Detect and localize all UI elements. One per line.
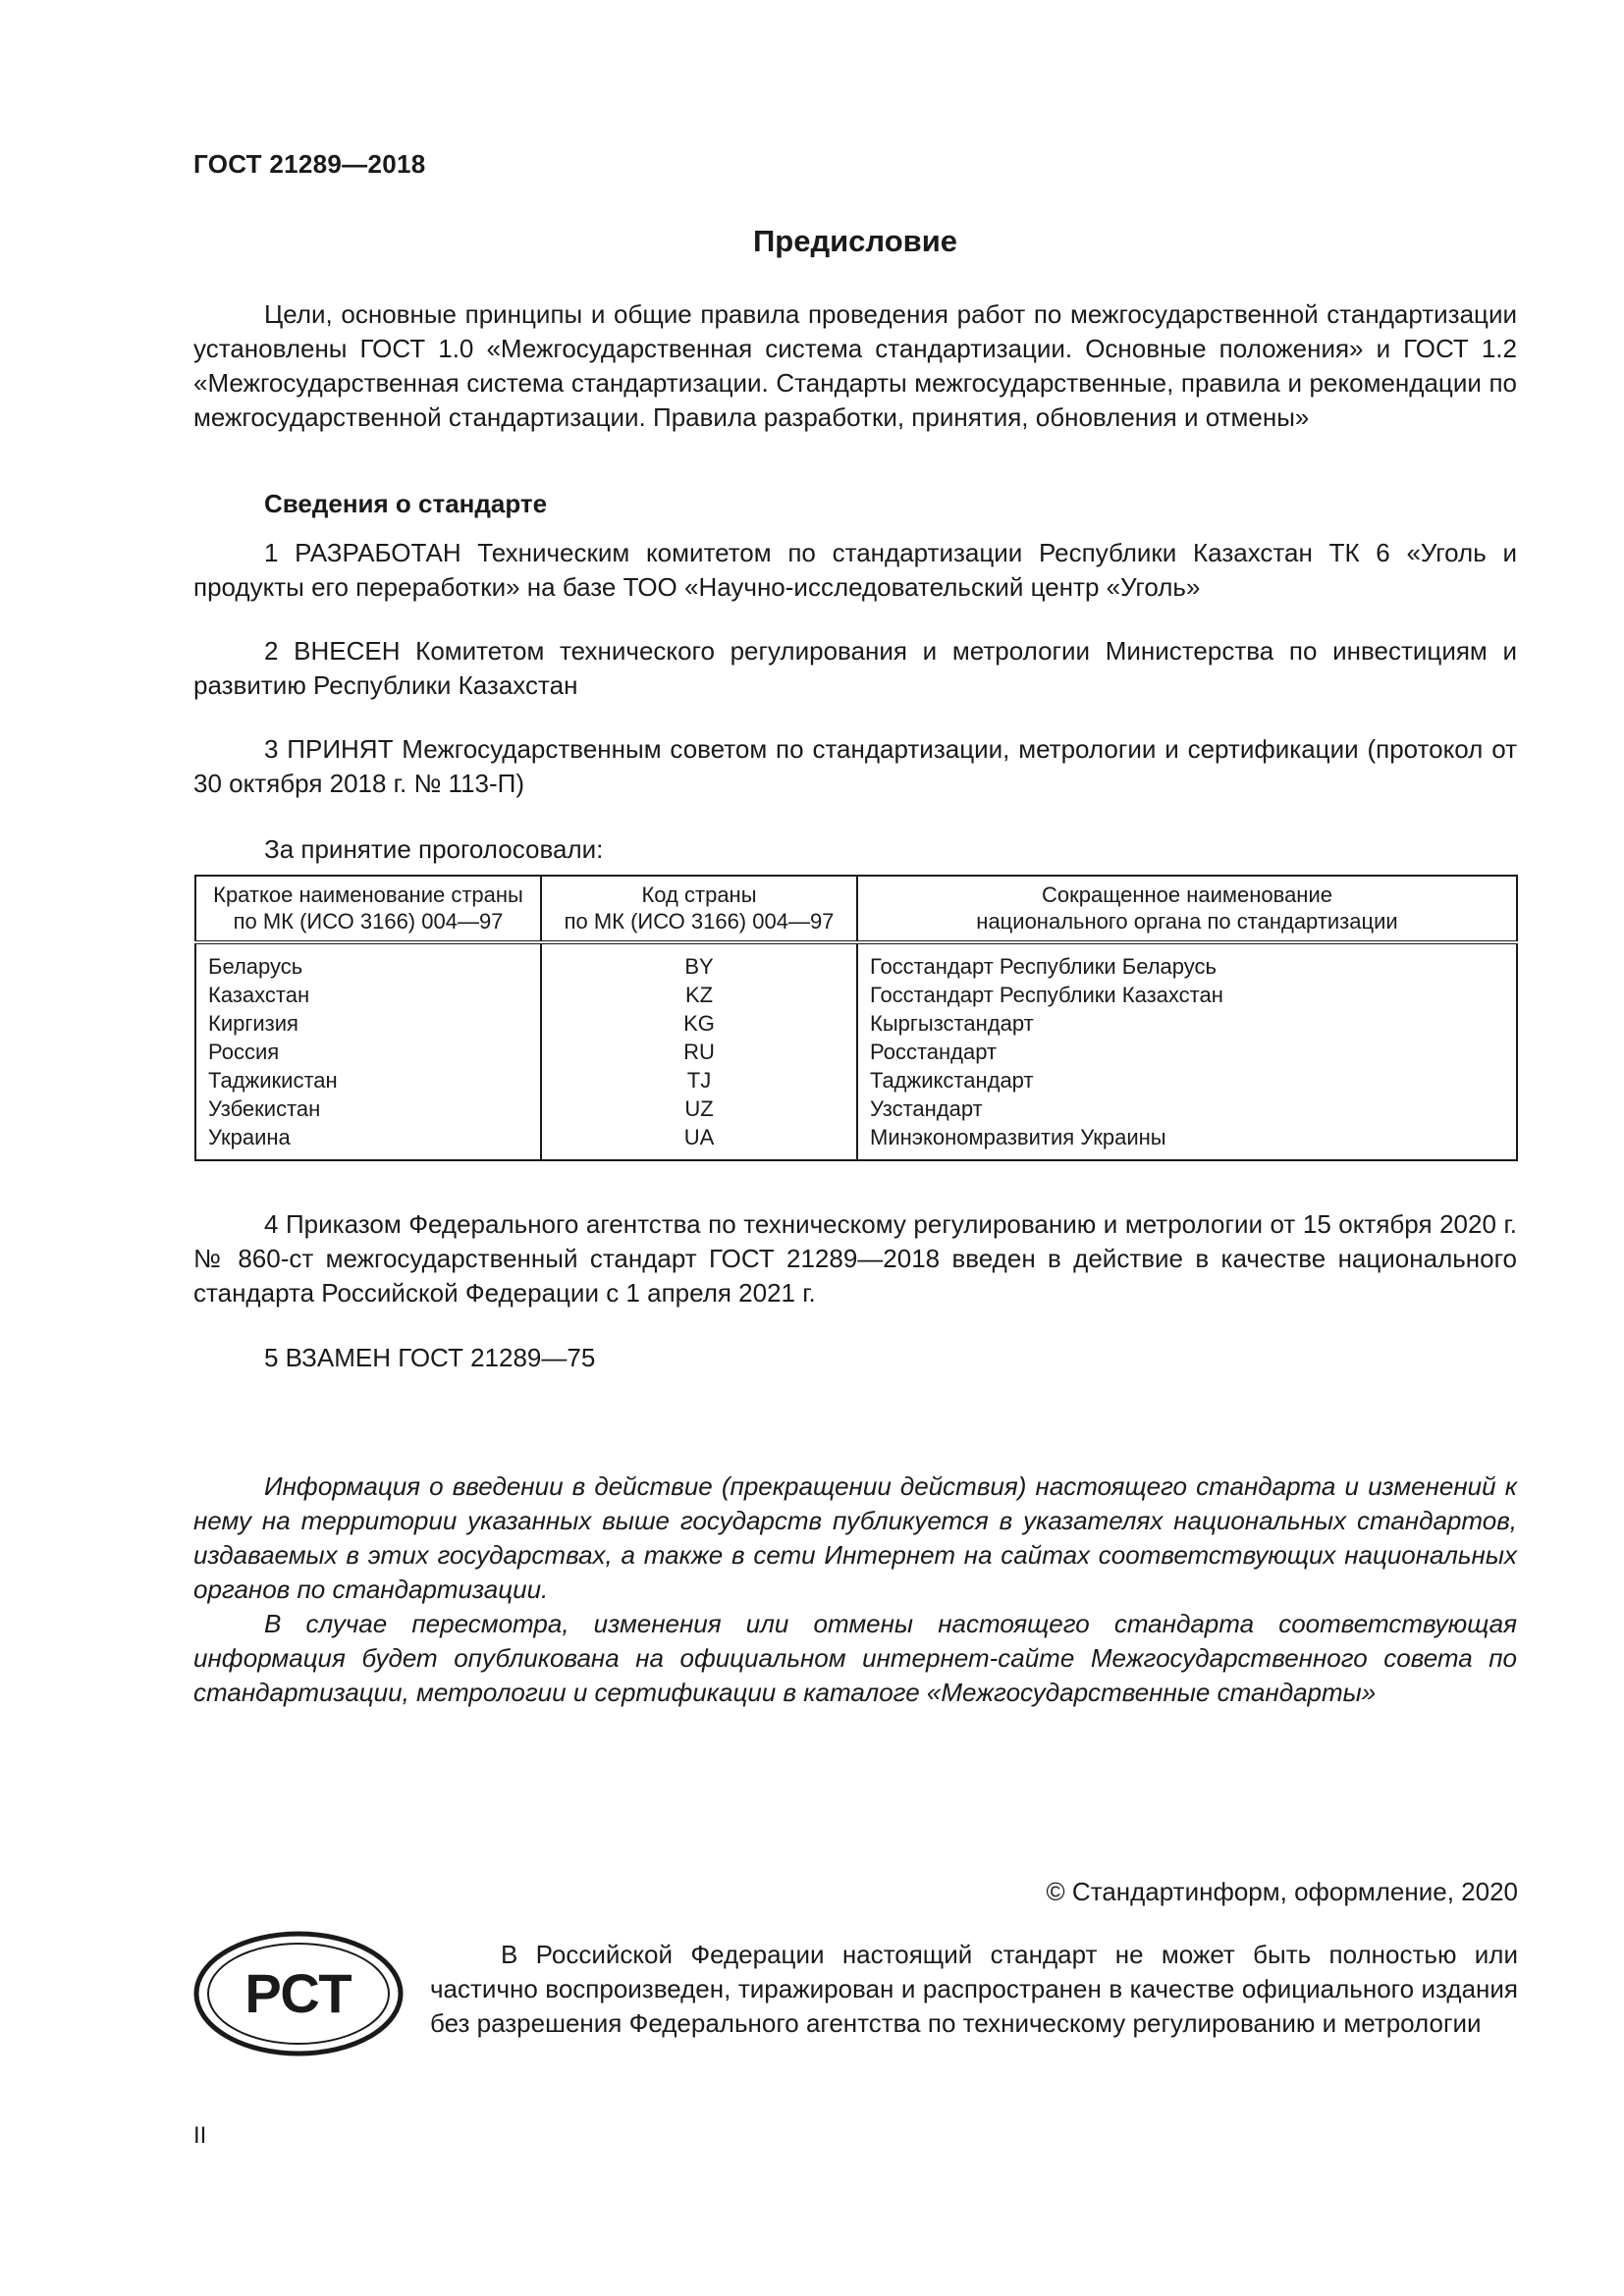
header-code-line1: Код страны <box>641 882 757 907</box>
cell-body: Росстандарт <box>857 1038 1517 1066</box>
page-title: Предисловие <box>752 224 957 258</box>
table-row <box>195 1123 1517 1160</box>
cell-code: RU <box>541 1038 857 1066</box>
cell-body: Узстандарт <box>857 1095 1517 1123</box>
intro-paragraph: Цели, основные принципы и общие правила проведения работ по межгосударственной стандартизации установлены ГОСТ 1.0 «Межгосударственная система стандартизации. Основные положения» и ГОСТ 1.2 «Межгосударственная система стандартизации. Стандарты межгосударственные, правила и рекомендации по межгосударственной стандартизации. Правила разработки, принятия, обновления и отмены» <box>193 299 1517 432</box>
cell-country: Россия <box>195 1038 541 1066</box>
document-code: ГОСТ 21289—2018 <box>193 149 426 179</box>
table-header-row <box>195 876 1517 942</box>
item-developed: 1 РАЗРАБОТАН Техническим комитетом по стандартизации Республики Казахстан ТК 6 «Уголь и продукты его переработки» на базе ТОО «Научно-исследовательский центр «Уголь» <box>193 538 1517 602</box>
rst-emblem-icon <box>192 1930 405 2057</box>
voted-label: За принятие проголосовали: <box>264 834 604 864</box>
cell-code: TJ <box>541 1066 857 1095</box>
cell-country: Киргизия <box>195 1009 541 1038</box>
page-number: II <box>193 2122 207 2149</box>
cell-code: UA <box>541 1123 857 1160</box>
header-body-line2: национального органа по стандартизации <box>976 909 1398 934</box>
cell-country: Таджикистан <box>195 1066 541 1095</box>
header-body <box>857 876 1517 942</box>
cell-country: Казахстан <box>195 981 541 1009</box>
table-row <box>195 981 1517 1009</box>
italic-note-publication: Информация о введении в действие (прекращении действия) настоящего стандарта и изменений к нему на территории указанных выше государств публикуется в указателях национальных стандартов, издаваемых в этих государствах, а также в сети Интернет на сайтах соответствующих национальных органов по стандартизации. <box>193 1471 1517 1604</box>
item-replaces: 5 ВЗАМЕН ГОСТ 21289—75 <box>264 1343 596 1372</box>
cell-country: Украина <box>195 1123 541 1160</box>
header-code-line2: по МК (ИСО 3166) 004—97 <box>564 909 835 934</box>
cell-body: Таджикстандарт <box>857 1066 1517 1095</box>
logo-lettering: РСТ <box>244 1962 352 2024</box>
cell-body: Госстандарт Республики Казахстан <box>857 981 1517 1009</box>
rst-logo <box>192 1930 405 2057</box>
table-row <box>195 1038 1517 1066</box>
reproduction-notice: В Российской Федерации настоящий стандарт не может быть полностью или частично воспроизведен, тиражирован и распространен в качестве официального издания без разрешения Федерального агентства по техническому регулированию и метрологии <box>430 1940 1518 2038</box>
cell-code: KZ <box>541 981 857 1009</box>
item-order: 4 Приказом Федерального агентства по техническому регулированию и метрологии от 15 октября 2020 г. № 860-ст межгосударственный стандарт ГОСТ 21289—2018 введен в действие в качестве национального стандарта Российской Федерации с 1 апреля 2021 г. <box>193 1209 1517 1308</box>
table-row <box>195 942 1517 981</box>
cell-country: Беларусь <box>195 942 541 981</box>
header-country <box>195 876 541 942</box>
table-row <box>195 1095 1517 1123</box>
cell-code: BY <box>541 942 857 981</box>
table-row <box>195 1009 1517 1038</box>
info-heading: Сведения о стандарте <box>264 489 548 518</box>
cell-body: Госстандарт Республики Беларусь <box>857 942 1517 981</box>
item-adopted: 3 ПРИНЯТ Межгосударственным советом по стандартизации, метрологии и сертификации (протокол от 30 октября 2018 г. № 113-П) <box>193 734 1517 798</box>
copyright-line: © Стандартинформ, оформление, 2020 <box>1046 1877 1518 1906</box>
cell-country: Узбекистан <box>195 1095 541 1123</box>
cell-body: Кыргызстандарт <box>857 1009 1517 1038</box>
cell-body: Минэкономразвития Украины <box>857 1123 1517 1160</box>
cell-code: KG <box>541 1009 857 1038</box>
cell-code: UZ <box>541 1095 857 1123</box>
header-country-line2: по МК (ИСО 3166) 004—97 <box>233 909 504 934</box>
table-row <box>195 1066 1517 1095</box>
item-submitted: 2 ВНЕСЕН Комитетом технического регулирования и метрологии Министерства по инвестициям и развитию Республики Казахстан <box>193 636 1517 700</box>
header-country-line1: Краткое наименование страны <box>213 882 523 907</box>
italic-note-revision: В случае пересмотра, изменения или отмены настоящего стандарта соответствующая информация будет опубликована на официальном интернет-сайте Межгосударственного совета по стандартизации, метрологии и сертификации в каталоге «Межгосударственные стандарты» <box>193 1609 1517 1707</box>
header-code <box>541 876 857 942</box>
member-states-table <box>194 875 1518 1161</box>
header-body-line1: Сокращенное наименование <box>1042 882 1332 907</box>
